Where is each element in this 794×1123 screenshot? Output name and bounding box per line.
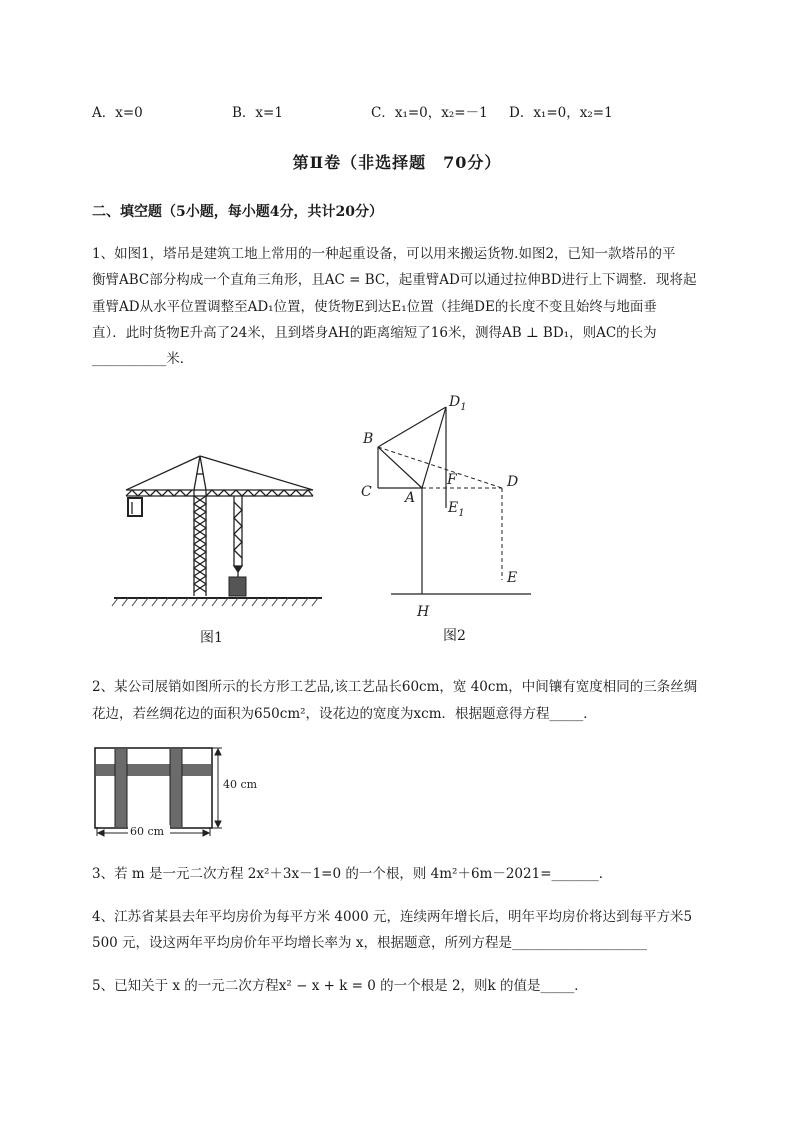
q5-line1: 5、已知关于 x 的一元二次方程x² − x + k = 0 的一个根是 2，则k 的值是_____．: [92, 978, 588, 994]
label-c: C: [361, 484, 372, 500]
q1-line3: 重臂AD从水平位置调整至AD₁位置，使货物E到达E₁位置（挂绳DE的长度不变且始终与地面垂: [92, 299, 657, 315]
option-a: A．x=0: [92, 105, 143, 121]
label-d: D: [507, 474, 519, 490]
section-title: 第Ⅱ卷（非选择题 70分）: [292, 153, 502, 172]
option-d: D．x₁=0，x₂=1: [509, 105, 613, 121]
option-b: B．x=1: [232, 105, 283, 121]
q1-line4: 直）．此时货物E升高了24米，且到塔身AH的距离缩短了16米，测得AB ⊥ BD₁，则AC的长为: [92, 325, 657, 341]
q2-line2: 花边，若丝绸花边的面积为650cm²，设花边的宽度为xcm．根据题意得方程_____．: [92, 706, 597, 722]
q3-line1: 3、若 m 是一元二次方程 2x²＋3x－1=0 的一个根，则 4m²＋6m－2021=_______．: [92, 866, 613, 882]
q1-line1: 1、如图1，塔吊是建筑工地上常用的一种起重设备，可以用来搬运货物.如图2，已知一款塔吊的平: [92, 246, 676, 262]
q1-line2: 衡臂ABC部分构成一个直角三角形，且AC = BC，起重臂AD可以通过拉伸BD进行上下调整．现将起: [92, 272, 697, 288]
label-b: B: [363, 431, 374, 447]
q1-line5: ___________米．: [92, 351, 194, 367]
width-dimension-label: 60 cm: [130, 825, 165, 838]
figure1-caption: 图1: [200, 630, 223, 646]
height-dimension-label: 40 cm: [223, 778, 258, 791]
label-e: E: [507, 570, 518, 586]
label-h: H: [417, 604, 430, 620]
option-c: C．x₁=0，x₂=－1: [371, 105, 488, 121]
boom-geometry-figure: [355, 390, 555, 630]
tower-crane-figure: [108, 450, 328, 610]
label-a: A: [405, 490, 416, 506]
q4-line2: 500 元，设这两年平均房价年平均增长率为 x，根据题意，所列方程是____________________: [92, 935, 647, 951]
q4-line1: 4、江苏省某县去年平均房价为每平方米 4000 元，连续两年增长后，明年平均房价将达到每平方米5: [92, 909, 693, 925]
label-e1: $E_1$: [448, 500, 465, 519]
figure2-caption: 图2: [443, 628, 466, 644]
part-heading: 二、填空题（5小题，每小题4分，共计20分）: [92, 204, 383, 220]
silk-border-figure: [88, 740, 263, 840]
label-f: F: [447, 472, 457, 488]
q2-line1: 2、某公司展销如图所示的长方形工艺品,该工艺品长60cm，宽 40cm，中间镶有宽度相同的三条丝绸: [92, 679, 698, 695]
label-d1: $D_1$: [449, 394, 467, 413]
